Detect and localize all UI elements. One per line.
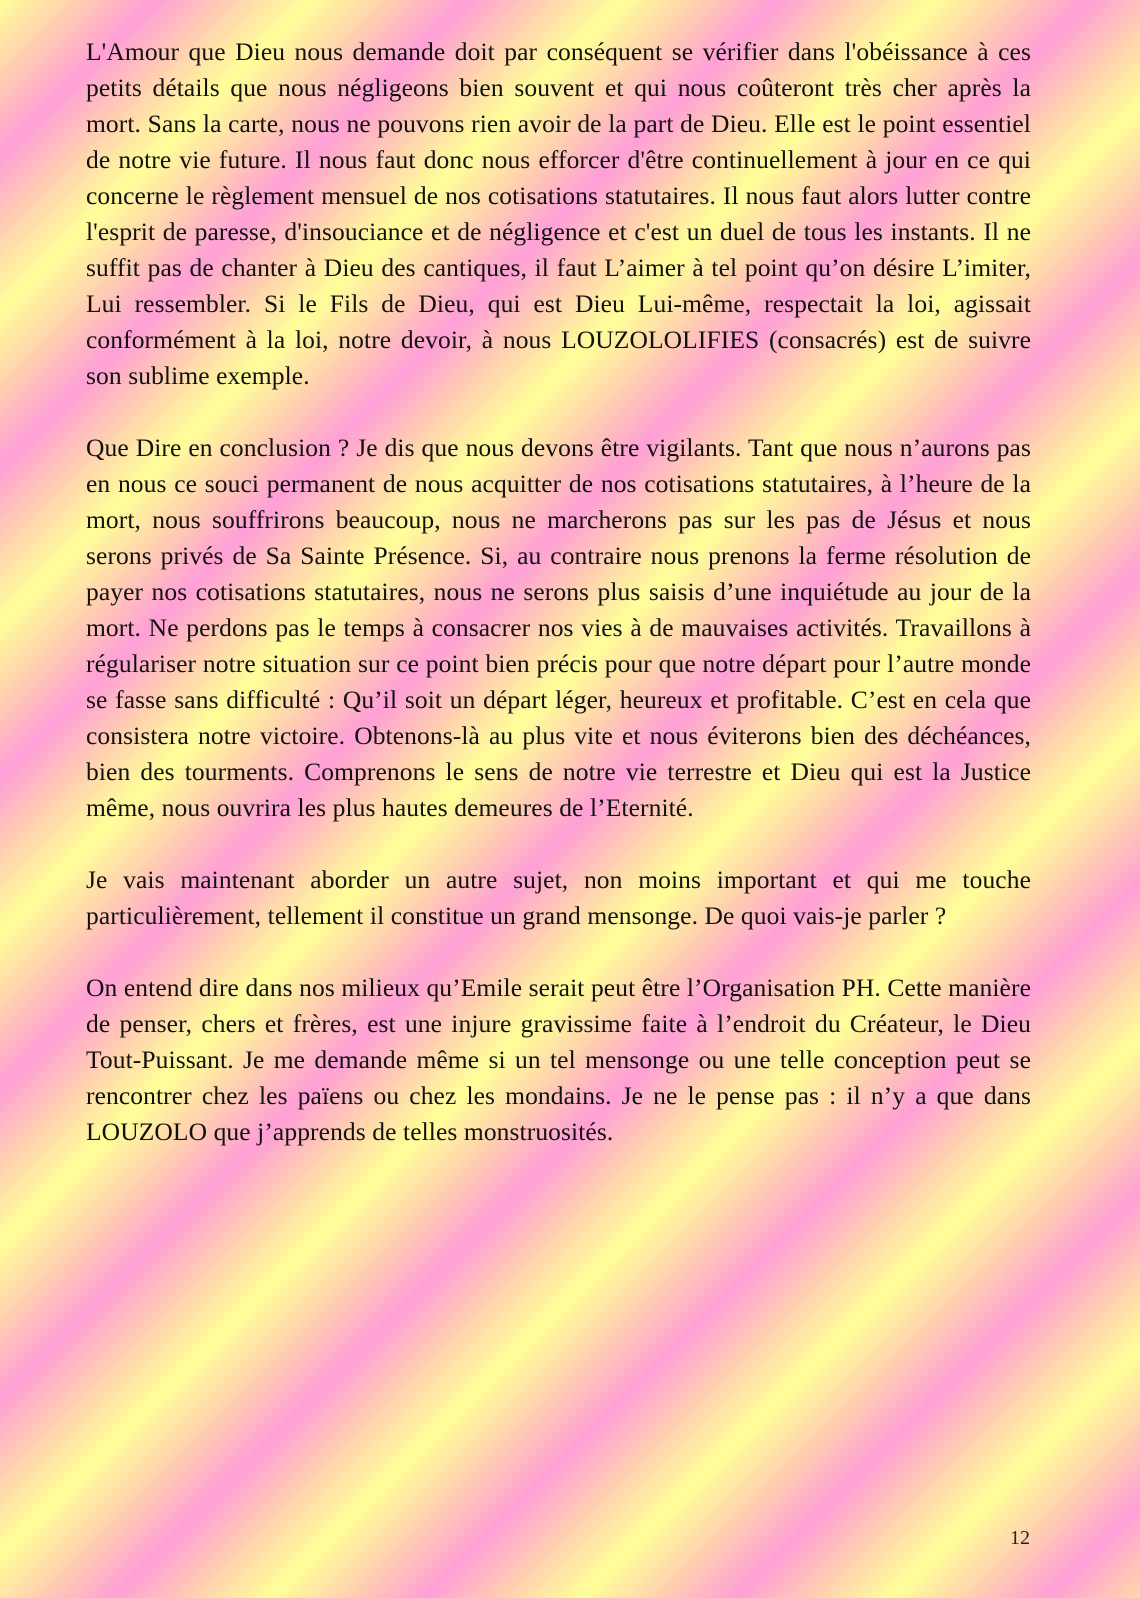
- paragraph-emile: On entend dire dans nos milieux qu’Emile serait peut être l’Organisation PH. Cette manière de penser, chers et frères, est une injure gravissime faite à l’endroit du Créateur, le Dieu Tout-Puissant. Je me demande même si un tel mensonge ou une telle conception peut se rencontrer chez les païens ou chez les mondains. Je ne le pense pas : il n’y a que dans LOUZOLO que j’apprends de telles monstruosités.: [86, 973, 1031, 1146]
- page-body: [86, 34, 1031, 1186]
- paragraph-amour: L'Amour que Dieu nous demande doit par conséquent se vérifier dans l'obéissance à ces petits détails que nous négligeons bien souvent et qui nous coûteront très cher après la mort. Sans la carte, nous ne pouvons rien avoir de la part de Dieu. Elle est le point essentiel de notre vie future. Il nous faut donc nous efforcer d'être continuellement à jour en ce qui concerne le règlement mensuel de nos cotisations statutaires. Il nous faut alors lutter contre l'esprit de paresse, d'insouciance et de négligence et c'est un duel de tous les instants. Il ne suffit pas de chanter à Dieu des cantiques, il faut L’aimer à tel point qu’on désire L’imiter, Lui ressembler. Si le Fils de Dieu, qui est Dieu Lui-même, respectait la loi, agissait conformément à la loi, notre devoir, à nous LOUZOLOLIFIES (consacrés) est de suivre son sublime exemple.: [86, 37, 1031, 390]
- paragraph-conclusion: Que Dire en conclusion ? Je dis que nous devons être vigilants. Tant que nous n’aurons pas en nous ce souci permanent de nous acquitter de nos cotisations statutaires, à l’heure de la mort, nous souffrirons beaucoup, nous ne marcherons pas sur les pas de Jésus et nous serons privés de Sa Sainte Présence. Si, au contraire nous prenons la ferme résolution de payer nos cotisations statutaires, nous ne serons plus saisis d’une inquiétude au jour de la mort. Ne perdons pas le temps à consacrer nos vies à de mauvaises activités. Travaillons à régulariser notre situation sur ce point bien précis pour que notre départ pour l’autre monde se fasse sans difficulté : Qu’il soit un départ léger, heureux et profitable. C’est en cela que consistera notre victoire. Obtenons-là au plus vite et nous éviterons bien des déchéances, bien des tourments. Comprenons le sens de notre vie terrestre et Dieu qui est la Justice même, nous ouvrira les plus hautes demeures de l’Eternité.: [86, 433, 1031, 822]
- paragraph-autre-sujet: Je vais maintenant aborder un autre sujet, non moins important et qui me touche particulièrement, tellement il constitue un grand mensonge. De quoi vais-je parler ?: [86, 865, 1031, 930]
- page-number: 12: [1010, 1527, 1030, 1549]
